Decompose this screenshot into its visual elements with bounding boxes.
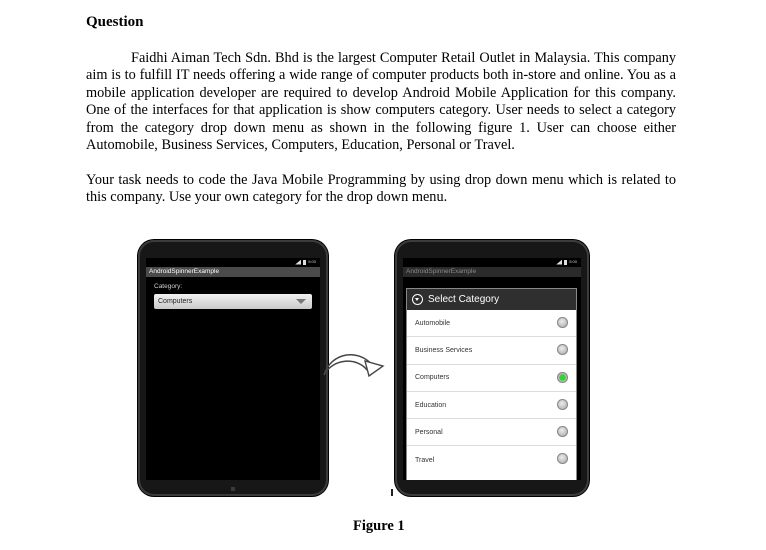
category-spinner[interactable] bbox=[154, 294, 312, 309]
dialog-header bbox=[407, 289, 576, 310]
question-paragraph-1: Faidhi Aiman Tech Sdn. Bhd is the largest Computer Retail Outlet in Malaysia. This company aim is to fulfill IT needs offering a wide range of computer products both in-store and online. You as a mobile application developer are required to develop Android Mobile Application for this company. One of the interfaces for that application is show computers category. User needs to select a category from the category drop down menu as shown in the following figure 1. User can choose either Automobile, Business Services, Computers, Education, Personal or Travel. bbox=[86, 50, 676, 154]
stray-mark bbox=[391, 489, 393, 496]
dialog-title: Select Category bbox=[428, 294, 500, 305]
option-travel[interactable] bbox=[407, 446, 576, 473]
radio-checked-icon[interactable] bbox=[557, 372, 568, 383]
phone-spinner-closed bbox=[138, 240, 328, 496]
select-category-dialog bbox=[406, 288, 577, 480]
phone-screen-dialog bbox=[403, 258, 581, 480]
app-title-bar: AndroidSpinnerExample bbox=[403, 267, 581, 277]
radio-unchecked-icon[interactable] bbox=[557, 399, 568, 410]
figure-caption: Figure 1 bbox=[353, 518, 405, 534]
option-personal[interactable] bbox=[407, 419, 576, 446]
dropdown-circle-icon bbox=[412, 294, 423, 305]
radio-unchecked-icon[interactable] bbox=[557, 453, 568, 464]
category-label: Category: bbox=[154, 283, 183, 290]
phone-spinner-open bbox=[395, 240, 589, 496]
radio-unchecked-icon[interactable] bbox=[557, 426, 568, 437]
app-title-bar: AndroidSpinnerExample bbox=[146, 267, 320, 277]
spinner-selected-value: Computers bbox=[158, 298, 193, 305]
option-label: Personal bbox=[415, 428, 443, 436]
curved-arrow-icon bbox=[321, 348, 387, 378]
status-clock: 5:00 bbox=[569, 259, 577, 264]
option-education[interactable] bbox=[407, 392, 576, 419]
battery-icon bbox=[303, 260, 306, 265]
option-label: Automobile bbox=[415, 319, 451, 327]
option-business-services[interactable] bbox=[407, 337, 576, 364]
signal-icon bbox=[556, 260, 562, 265]
question-paragraph-2: Your task needs to code the Java Mobile Programming by using drop down menu which is related to this company. Use your own category for the drop down menu. bbox=[86, 172, 676, 206]
option-label: Business Services bbox=[415, 346, 473, 354]
status-clock: 5:00 bbox=[308, 259, 316, 264]
radio-unchecked-icon[interactable] bbox=[557, 344, 568, 355]
option-label: Education bbox=[415, 401, 447, 409]
radio-unchecked-icon[interactable] bbox=[557, 317, 568, 328]
option-automobile[interactable] bbox=[407, 310, 576, 337]
option-label: Travel bbox=[415, 456, 435, 464]
battery-icon bbox=[564, 260, 567, 265]
phone-screen bbox=[146, 258, 320, 480]
signal-icon bbox=[295, 260, 301, 265]
home-button bbox=[231, 487, 235, 491]
option-label: Computers bbox=[415, 374, 450, 382]
option-computers[interactable] bbox=[407, 365, 576, 392]
dropdown-arrow-icon bbox=[296, 299, 306, 304]
status-bar bbox=[146, 258, 320, 267]
status-bar bbox=[403, 258, 581, 267]
question-heading: Question bbox=[86, 14, 144, 30]
